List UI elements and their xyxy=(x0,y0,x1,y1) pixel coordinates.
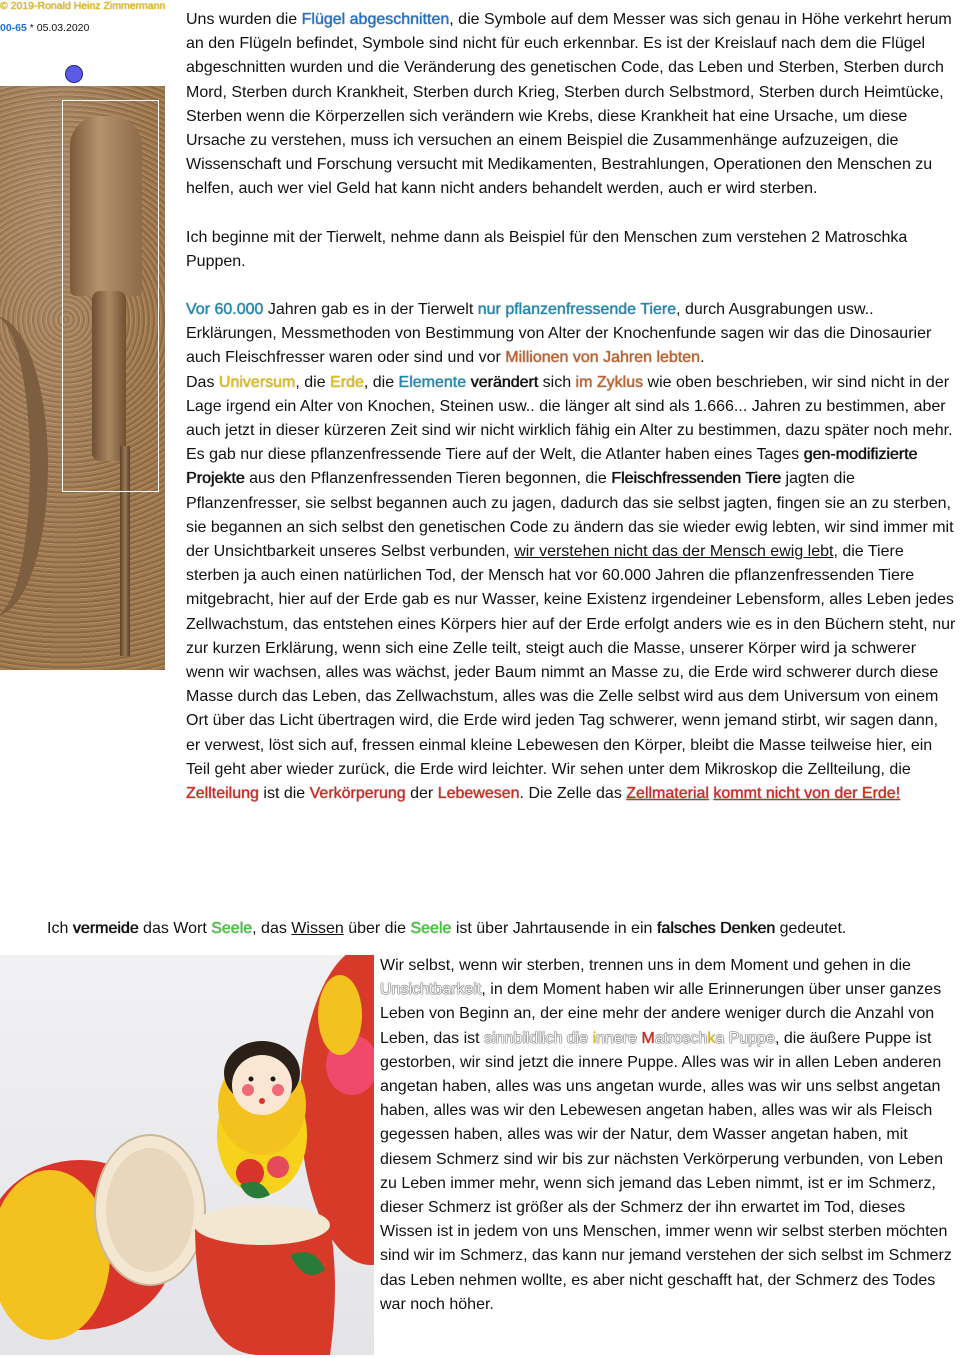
marker-dot xyxy=(65,65,83,83)
highlight-letter-m: M xyxy=(641,1029,655,1047)
highlight-changed: verändert xyxy=(470,373,539,391)
text-span: Das xyxy=(186,373,219,391)
text-span: über die xyxy=(343,920,411,937)
highlight-universe: Universum xyxy=(218,373,296,391)
text-span: , in dem Moment haben wir alle Erinnerungen über unser ganzes Leben von Beginn an, der eine mehr der andere weniger durch die Anzahl von Leben, das ist xyxy=(380,981,942,1047)
text-span: der xyxy=(405,785,438,803)
knife-relief-photo xyxy=(0,86,165,670)
text-span: ist über Jahrtausende in ein xyxy=(451,920,657,937)
photo-highlight-frame xyxy=(62,100,159,492)
text-span: , die äußere Puppe ist gestorben, wir sind jetzt die innere Puppe. Alles was wir in allen Leben anderen angetan haben, alles was uns angetan wurde, alles was wir uns selbst angetan haben, alles was wir den Lebewesen angetan haben, alles was wir als Fleisch gegessen haben, alles was wir der Natur, dem Wasser angetan haben, mit diesem Schmerz sind wir bis zur nächsten Verkörperung verbunden, von Leben zu Leben immer mehr, wenn sich jemand das Leben nimmt, ist er im Schmerz, dieser Schmerz ist größer als der Schmerz der ihn erwartet im Tod, dieses Wissen ist in jedem von uns Menschen, immer wenn wir selbst sterben möchten sind wir im Schmerz, das kann nur jemand verstehen der sich selbst im Schmerz das Leben nehmen wollte, es aber nicht geschafft hat, der Schmerz des Todes war noch höher. xyxy=(380,1029,952,1313)
document-date: 05.03.2020 xyxy=(36,22,90,34)
text-span: das Wort xyxy=(138,920,212,937)
text-span: , die Tiere sterben ja auch einen natürlichen Tod, der Mensch hat vor 60.000 Jahren die pflanzenfressenden Tiere mitgebracht, hier auf der Erde gab es nur Wasser, keine Existenz irgendeiner Lebensform, alles Leben jedes Zellwachstum, das entstehen eines Körpers hier auf der Erde erfolgt anders wie es in den Büchern steht, nur zur kurzen Erklärung, wenn sich eine Zelle teilt, steigt auch die Masse, unserer Körper wird ja schwerer wenn wir wachsen, alles was wächst, jeder Baum nimmt an Masse zu, die Erde wird schwerer durch diese Masse durch das Leben, das Zellwachstum, alles was die Zelle selbst wird aus dem Universum von einem Ort über das Licht übertragen wird, die Erde wird jeden Tag schwerer, wenn jemand stirbt, wir sagen dann, er verwest, löst sich auf, fressen einmal kleine Lebewesen den Körper, bleibt die Masse teilweise hier, ein Teil geht aber wieder zurück, die Erde wird leichter. Wir sehen unter dem Mikroskop die Zellteilung, die xyxy=(186,543,956,778)
text-span: . Die Zelle das xyxy=(519,785,627,803)
highlight-years: Vor 60.000 xyxy=(186,301,264,319)
highlight-cell-material: Zellmaterial xyxy=(626,785,709,803)
underline-eternal-life: wir verstehen nicht das der Mensch ewig lebt xyxy=(514,543,834,561)
text-span: . xyxy=(700,349,705,367)
highlight-false-thinking: falsches Denken xyxy=(656,920,776,937)
highlight-doll: Puppe xyxy=(728,1029,775,1047)
matryoshka-dolls-illustration xyxy=(0,955,374,1355)
paragraph-intro: Ich beginne mit der Tierwelt, nehme dann als Beispiel für den Menschen zum verstehen 2 Matroschka Puppen. xyxy=(186,228,908,270)
text-span: Es gab nur diese pflanzenfressende Tiere auf der Welt, die Atlanter haben eines Tages xyxy=(186,446,804,464)
highlight-inner: nnere xyxy=(596,1029,642,1047)
highlight-millions: Millionen von Jahren lebten xyxy=(505,349,701,367)
document-id xyxy=(0,22,89,34)
paragraph-death xyxy=(380,954,956,1317)
text-span: Jahren gab es in der Tierwelt xyxy=(263,301,478,319)
document-number: 00-65 xyxy=(0,22,27,34)
copyright-notice: © 2019-Ronald Heinz Zimmermann xyxy=(0,0,166,12)
text-span: , das xyxy=(252,920,292,937)
highlight-avoid: vermeide xyxy=(72,920,139,937)
main-text xyxy=(186,8,956,806)
text-span: gedeutet. xyxy=(775,920,847,937)
highlight-elements: Elemente xyxy=(398,373,467,391)
text-span: Wir selbst, wenn wir sterben, trennen uns in dem Moment und gehen in die xyxy=(380,957,911,974)
text-span: ist die xyxy=(258,785,310,803)
highlight-cell-division: Zellteilung xyxy=(186,785,259,803)
document-date-separator: * xyxy=(26,22,37,34)
highlight-matryoshka: atrosch xyxy=(654,1029,708,1047)
matryoshka-dolls-photo xyxy=(0,955,374,1355)
text-span: jagten die Pflanzenfresser, sie selbst begannen auch zu jagen, dadurch das sie selbst jagten, fingen sie an zu sterben, sie begannen an sich selbst den genetischen Code zu ändern das sie wieder ewig lebten, wir sind immer mit der Unsichtbarkeit unseres Selbst verbunden, xyxy=(186,470,954,561)
text-span: , die Symbole auf dem Messer was sich genau in Höhe verkehrt herum an den Flügeln befindet, Symbole sind nicht für euch erkennbar. Es ist der Kreislauf nach dem die Flügel abgeschnitten wurden und die Veränderung des genetischen Code, das Leben und Sterben, Sterben durch Mord, Sterben durch Krankheit, Sterben durch Krieg, Sterben durch Selbstmord, Sterben durch Heimtücke, Sterben wenn die Körperzellen sich verändern wie Krebs, diese Krankheit hat eine Ursache, um diese Ursache zu verstehen, muss ich versuchen an einem Beispiel die Zusammenhänge aufzuzeigen, die Wissenschaft und Forschung versucht mit Medikamenten, Bestrahlungen, Operationen den Menschen zu helfen, auch wer viel Geld hat kann nicht anders behandelt werden, auch er wird sterben. xyxy=(186,11,952,198)
highlight-living-beings: Lebewesen xyxy=(437,785,520,803)
text-span: Ich xyxy=(47,920,73,937)
photo-arc-shape xyxy=(0,316,48,616)
text-span: , die xyxy=(363,373,399,391)
text-span: sich xyxy=(538,373,576,391)
paragraph-wings xyxy=(186,8,956,202)
highlight-earth: Erde xyxy=(330,373,364,391)
text-span: wie oben beschrieben, wir sind nicht in der Lage irgend ein Alter von Knochen, Steinen usw.. die länger alt sind als 1.666... Jahren zu bestimmen, aber auch jetzt in dieser kürzeren Zeit sind wir nicht wirklich fähig ein Alter zu bestimmen, dazu später noch mehr. xyxy=(186,373,953,440)
text-span: , durch Ausgrabungen usw.. Erklärungen, Messmethoden von Bestimmung von Alter der Knochenfunde sagen wir das die Dinosaurier auch Fleischfresser waren oder sind und vor xyxy=(186,301,932,367)
text-span: , die xyxy=(295,373,331,391)
highlight-symbolic: sinnbildlich die xyxy=(484,1029,593,1047)
highlight-cycle: im Zyklus xyxy=(575,373,644,391)
highlight-wings: Flügel abgeschnitten xyxy=(301,11,450,28)
highlight-soul: Seele xyxy=(410,920,452,937)
highlight-letter-i: i xyxy=(592,1029,597,1047)
underline-knowledge: Wissen xyxy=(291,920,344,937)
highlight-invisibility: Unsichtbarkeit xyxy=(380,981,482,999)
highlight-soul: Seele xyxy=(211,920,253,937)
paragraph-soul xyxy=(47,917,947,941)
text-span: aus den Pflanzenfressenden Tieren begonnen, die xyxy=(244,470,612,488)
highlight-not-from-earth: kommt nicht von der Erde! xyxy=(713,785,901,803)
highlight-gen-projects: gen-modifizierte Projekte xyxy=(186,446,918,488)
paragraph-animals xyxy=(186,298,956,806)
highlight-letter-k: k xyxy=(707,1029,716,1047)
highlight-embodiment: Verkörperung xyxy=(309,785,406,803)
highlight-letter-a: a xyxy=(715,1029,725,1047)
text-span: Uns wurden die xyxy=(186,11,302,28)
highlight-carnivores: Fleischfressenden Tiere xyxy=(611,470,782,488)
highlight-herbivores: nur pflanzenfressende Tiere xyxy=(477,301,677,319)
